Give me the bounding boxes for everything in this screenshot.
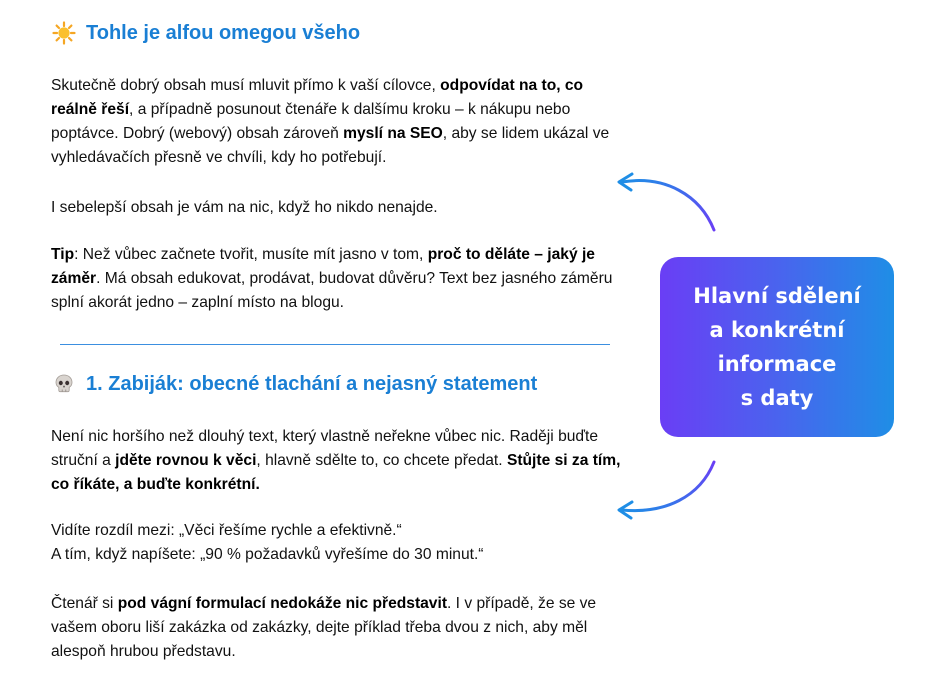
text-run: , a případně posunout čtenáře k dalšímu kroku – k nákupu nebo poptávce. Dobrý (webový) obsah zároveň: [51, 101, 571, 142]
bold-text: proč to děláte – jaký je záměr: [51, 246, 595, 287]
paragraph: [51, 425, 631, 497]
text-run: . I v případě, že se ve vašem oboru liší zakázka od zakázky, dejte příklad třeba dvou z nich, aby měl alespoň hrubou představu.: [51, 595, 597, 660]
bold-text: pod vágní formulací nedokáže nic představit: [117, 595, 448, 612]
bold-text: jděte rovnou k věci: [115, 452, 257, 469]
text-run: I sebelepší obsah je vám na nic, když ho nikdo nenajde.: [51, 199, 438, 216]
text-run: . Má obsah edukovat, prodávat, budovat důvěru? Text bez jasného záměru splní akorát jedno – zaplní místo na blogu.: [51, 270, 613, 311]
section-heading-1: [52, 21, 360, 45]
text-run: : Než vůbec začnete tvořit, musíte mít jasno v tom,: [74, 246, 428, 263]
bold-text: myslí na SEO: [343, 125, 443, 142]
sun-icon: [52, 21, 76, 45]
section-title-1: Tohle je alfou omegou všeho: [86, 21, 361, 44]
arrow-up-icon: [619, 174, 714, 230]
tip-paragraph: [51, 243, 631, 315]
section-divider: [60, 344, 610, 345]
text-run: , hlavně sdělte to, co chcete předat.: [256, 452, 507, 469]
example-paragraph: [51, 519, 631, 567]
example-line-2: A tím, když napíšete: „90 % požadavků vyřešíme do 30 minut.“: [51, 546, 484, 563]
example-line-1: Vidíte rozdíl mezi: „Věci řešíme rychle a efektivně.“: [51, 522, 402, 539]
paragraph: [51, 592, 631, 664]
section-title-2: 1. Zabiják: obecné tlachání a nejasný statement: [86, 372, 538, 395]
callout-text: Hlavní sdělení a konkrétní informace s daty: [693, 284, 861, 410]
skull-icon: [52, 372, 76, 396]
paragraph: [51, 74, 631, 170]
bold-text: odpovídat na to, co reálně řeší: [51, 77, 584, 118]
bold-text: Tip: [51, 246, 75, 263]
arrow-down-icon: [619, 462, 714, 518]
text-run: Čtenář si: [51, 595, 118, 612]
text-run: Skutečně dobrý obsah musí mluvit přímo k vaší cílovce,: [51, 77, 441, 94]
text-run: Není nic horšího než dlouhý text, který vlastně neřekne vůbec nic. Raději buďte struční a: [51, 428, 599, 469]
section-heading-2: [52, 372, 537, 396]
text-run: , aby se lidem ukázal ve vyhledávačích přesně ve chvíli, kdy ho potřebují.: [51, 125, 610, 166]
callout-box: [660, 257, 894, 437]
paragraph: [51, 196, 631, 220]
bold-text: Stůjte si za tím, co říkáte, a buďte konkrétní.: [51, 452, 621, 493]
